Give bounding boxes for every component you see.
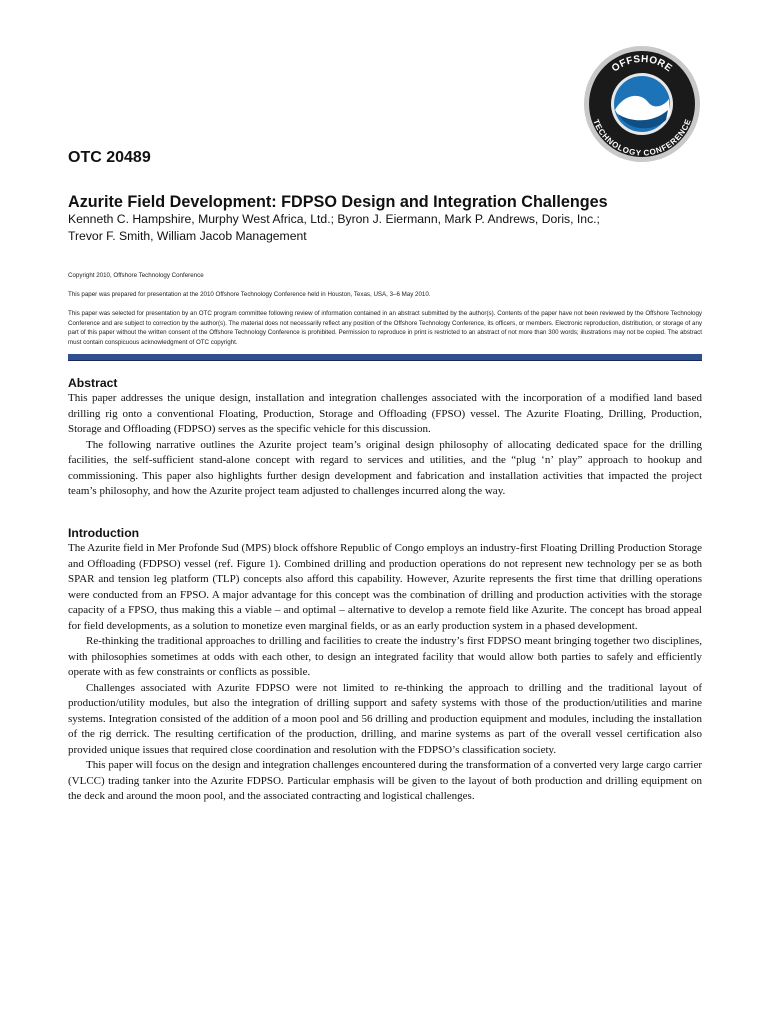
- author-list: [68, 211, 708, 245]
- author-line: Trevor F. Smith, William Jacob Management: [68, 229, 307, 243]
- abstract-heading: Abstract: [68, 376, 118, 390]
- permission-notice: This paper was selected for presentation by an OTC program committee following review of information contained in an abstract submitted by the author(s). Contents of the paper have not been reviewed by the Offshore Technology Conference and are subject to correction by the author(s). The material does not necessarily reflect any position of the Offshore Technology Conference, its officers, or members. Electronic reproduction, distribution, or storage of any part of this paper without the written consent of the Offshore Technology Conference is prohibited. Permission to reproduce in print is restricted to an abstract of not more than 300 words; illustrations may not be copied. The abstract must contain conspicuous acknowledgment of OTC copyright.: [68, 310, 702, 347]
- abstract-paragraph: This paper addresses the unique design, installation and integration challenges associated with the incorporation of a modified land based drilling rig onto a conventional Floating, Production, Storage and Offloading (FPSO) vessel. The Azurite Floating, Drilling, Production, Storage and Offloading (FDPSO) serves as the specific vehicle for this discussion.: [68, 392, 702, 435]
- abstract-paragraph: The following narrative outlines the Azurite project team’s original design philosophy of allocating dedicated space for the drilling facilities, the self-sufficient stand-alone concept with regard to services and utilities, and the “plug ‘n’ play” approach to hookup and commissioning. This paper also highlights further design development and fabrication and installation activities that impacted the project team’s philosophy, and how the Azurite project team adjusted to challenges incurred along the way.: [68, 438, 702, 497]
- paper-number: OTC 20489: [68, 149, 151, 166]
- introduction-paragraph: Challenges associated with Azurite FDPSO were not limited to re-thinking the approach to drilling and the traditional layout of production/utility modules, but also the integration of drilling support and safety systems with those of the production/utilities and marine systems. Integration consisted of the addition of a moon pool and 56 drilling and production equipment and modules, including the installation of the rig derrick. The resulting certification of the production, drilling, and marine systems as part of the overall vessel certification also provided unique issues that required close coordination and resolution with the FDPSO’s classification society.: [68, 681, 702, 756]
- offshore-technology-conference-logo: [582, 44, 702, 164]
- header-divider: [68, 354, 702, 361]
- introduction-paragraph: The Azurite field in Mer Profonde Sud (MPS) block offshore Republic of Congo employs an industry-first Floating Drilling Production Storage and Offloading (FDPSO) vessel (ref. Figure 1). Combined drilling and production operations do not represent new technology per se as both SPAR and tension leg platform (TLP) concepts also afford this capability. However, Azurite represents the first time that drilling operations were conducted from an FPSO. A major advantage for this concept was the combination of drilling and production activities with the storage capacity of a FPSO, thus making this a viable – and optimal – alternative to develop a remote field like Azurite. The concept has broad appeal for field developments, as a solution to monetize even marginal fields, or as an early production system in a phased development.: [68, 542, 702, 632]
- introduction-paragraph: Re-thinking the traditional approaches to drilling and facilities to create the industry’s first FDPSO meant bringing together two disciplines, with philosophies sometimes at odds with each other, to design an integrated facility that would allow both parties to safely and efficiently operate with as few constraints or conflicts as possible.: [68, 635, 702, 678]
- author-line: Kenneth C. Hampshire, Murphy West Africa, Ltd.; Byron J. Eiermann, Mark P. Andrews, Doris, Inc.;: [68, 212, 600, 226]
- logo-text-bottom: TECHNOLOGY CONFERENCE: [591, 118, 693, 158]
- presentation-note: This paper was prepared for presentation at the 2010 Offshore Technology Conference held in Houston, Texas, USA, 3–6 May 2010.: [68, 291, 431, 298]
- copyright-notice: Copyright 2010, Offshore Technology Conference: [68, 272, 204, 279]
- paper-title: Azurite Field Development: FDPSO Design and Integration Challenges: [68, 193, 608, 211]
- introduction-body: [68, 541, 702, 805]
- abstract-body: [68, 391, 702, 500]
- introduction-paragraph: This paper will focus on the design and integration challenges encountered during the transformation of a converted very large cargo carrier (VLCC) trading tanker into the Azurite FDPSO. Particular emphasis will be given to the layout of both production and drilling equipment on the deck and around the moon pool, and the associated contracting and logistical challenges.: [68, 759, 702, 802]
- logo-text-top: OFFSHORE: [609, 53, 675, 75]
- introduction-heading: Introduction: [68, 526, 140, 540]
